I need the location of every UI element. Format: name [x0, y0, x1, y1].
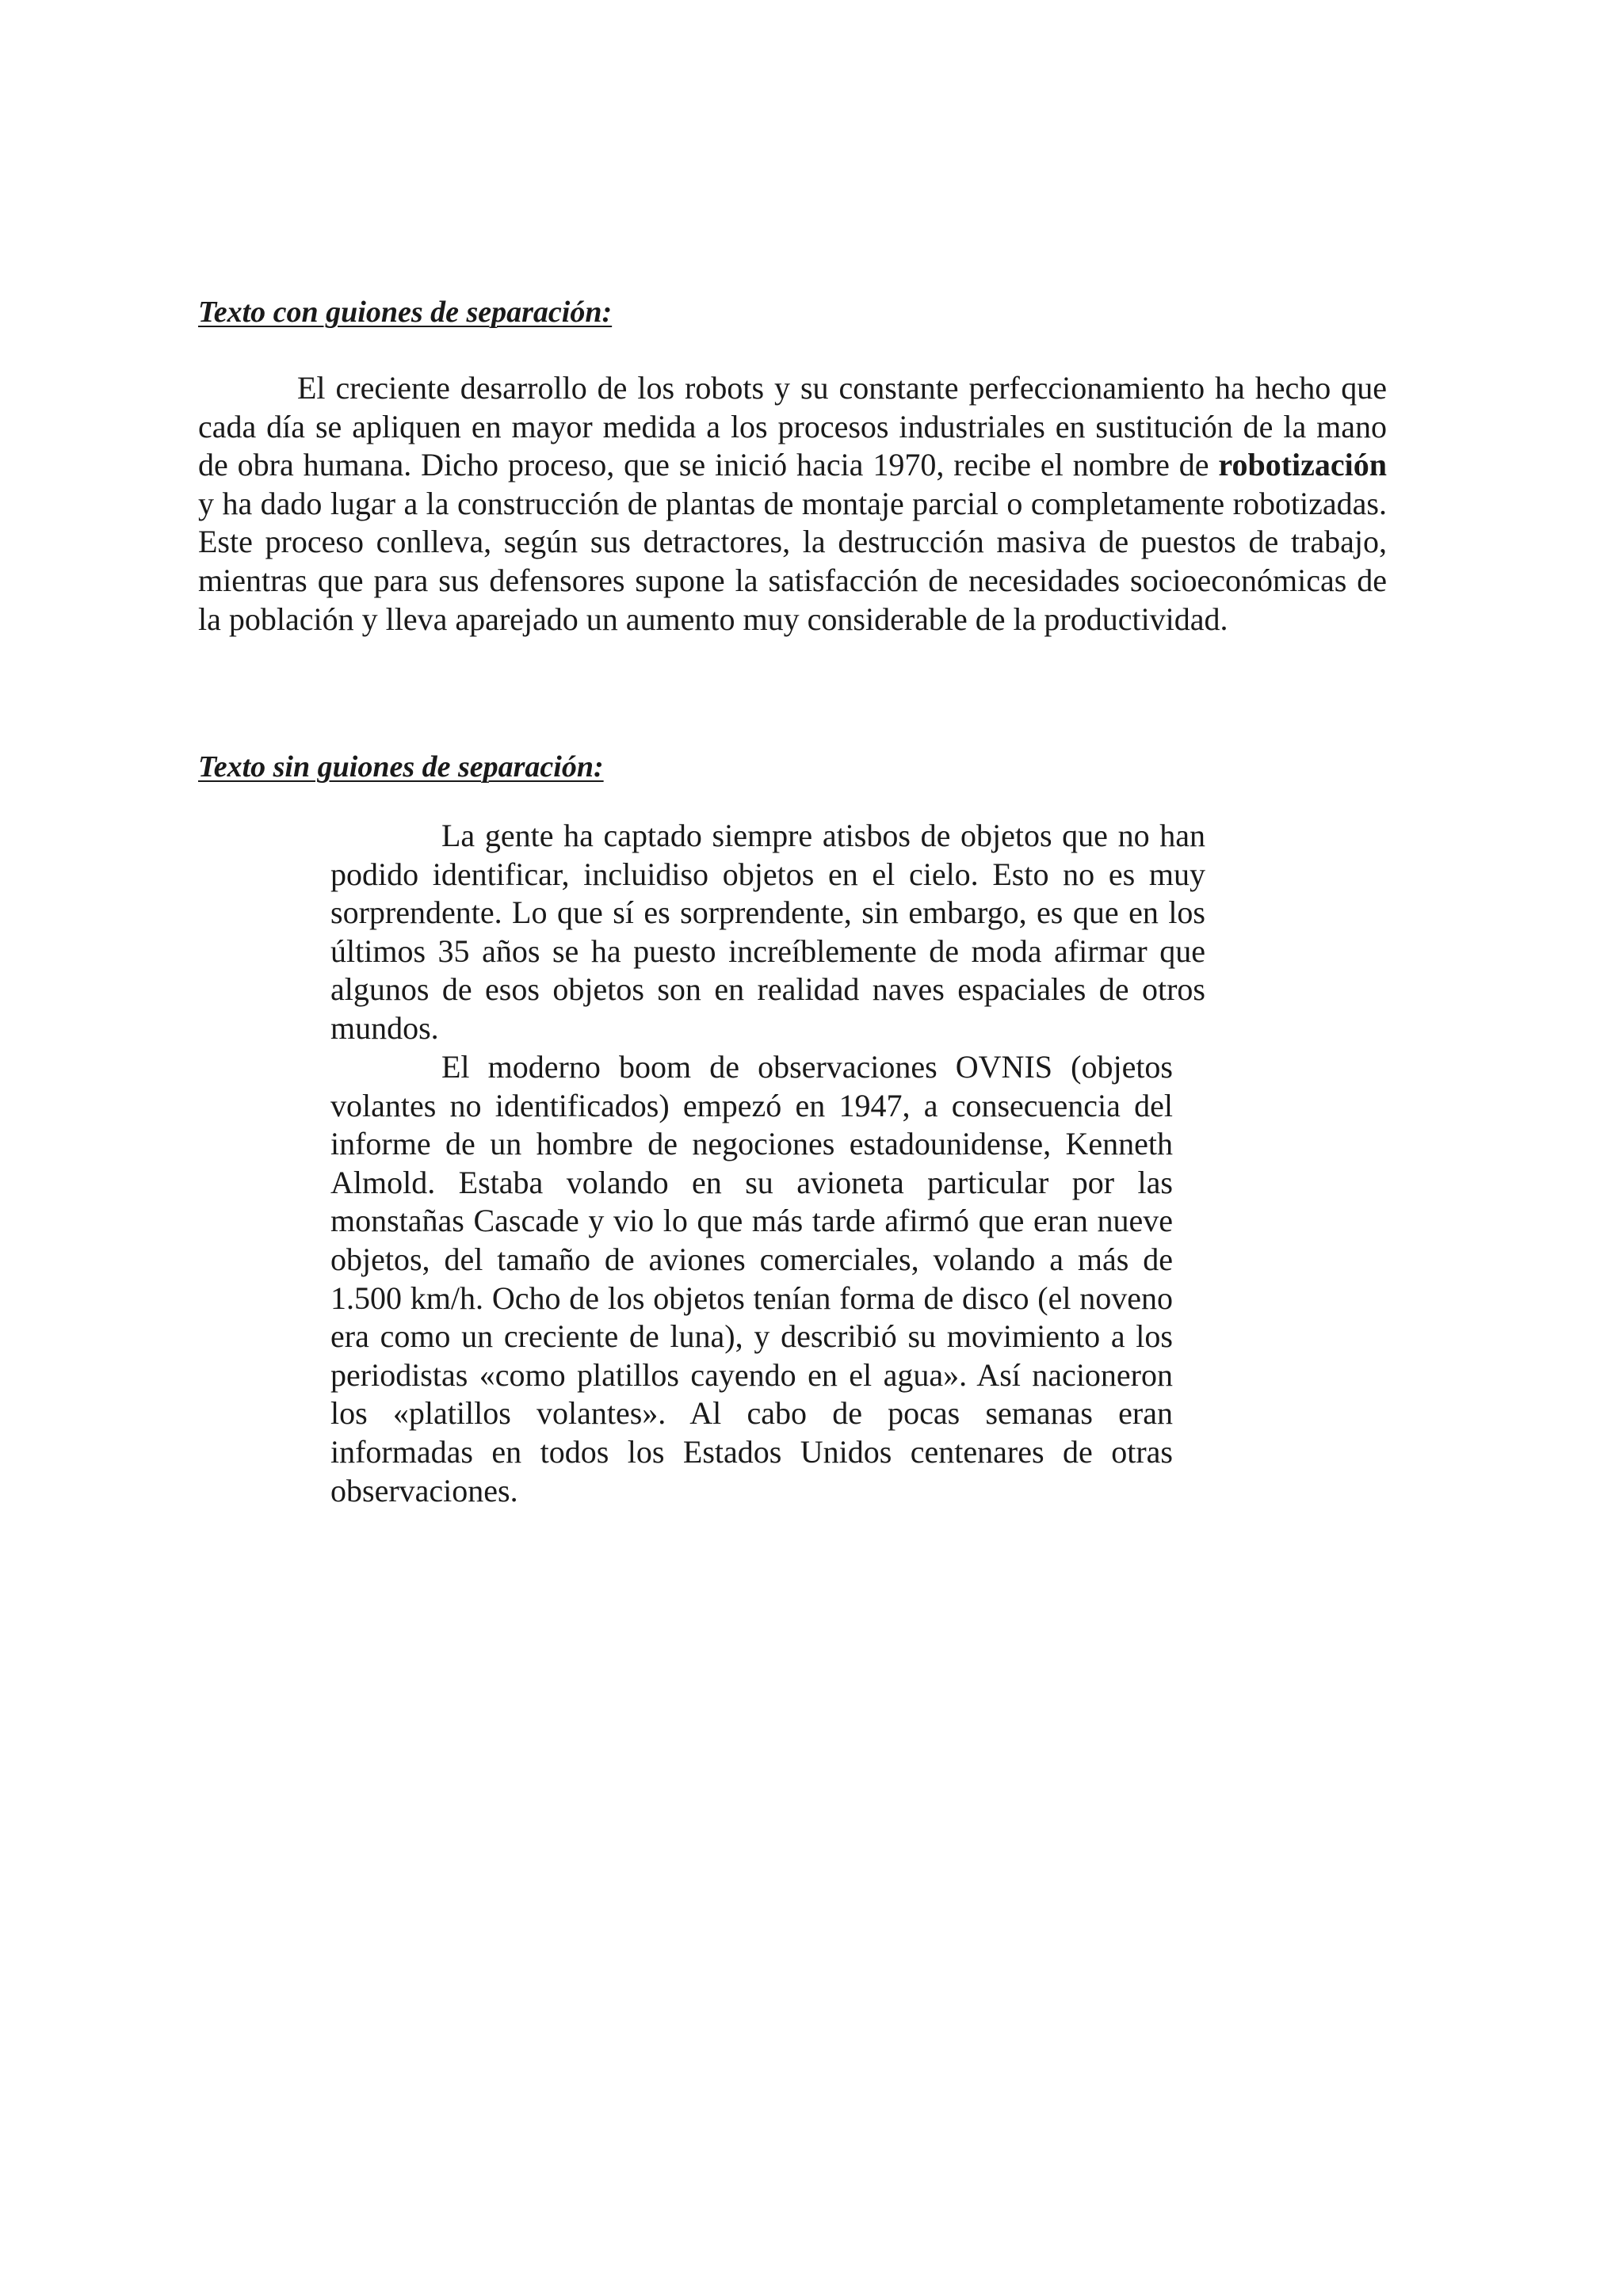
- paragraph-text-end: y ha dado lugar a la construcción de plantas de montaje parcial o completamente robotizadas. Este proceso conlleva, según sus detractores, la destrucción masiva de puestos de trabajo, mientras que para sus defensores supone la satisfacción de necesidades socioeconómicas de la población y lleva aparejado un aumento muy considerable de la productividad.: [198, 485, 1387, 637]
- paragraph-robotizacion: [198, 369, 1387, 639]
- paragraph-text-start: El creciente desarrollo de los robots y su constante perfeccionamiento ha hecho que cada día se apliquen en mayor medida a los procesos industriales en sustitución de la mano de obra humana. Dicho proceso, que se inició hacia 1970, recibe el nombre de: [198, 370, 1387, 483]
- paragraph-atisbos-objetos: La gente ha captado siempre atisbos de objetos que no han podido identificar, incluidiso objetos en el cielo. Esto no es muy sorprendente. Lo que sí es sorprendente, sin embargo, es que en los últimos 35 años se ha puesto increíblemente de moda afirmar que algunos de esos objetos son en realidad naves espaciales de otros mundos.: [330, 818, 1205, 1046]
- section-heading-con-guiones: Texto con guiones de separación:: [198, 296, 613, 329]
- paragraph-boom-ovnis: El moderno boom de observaciones OVNIS (objetos volantes no identificados) empezó en 1947, a consecuencia del informe de un hombre de negociones estadounidense, Kenneth Almold. Estaba volando en su avioneta particular por las monstañas Cascade y vio lo que más tarde afirmó que eran nueve objetos, del tamaño de aviones comerciales, volando a más de 1.500 km/h. Ocho de los objetos tenían forma de disco (el noveno era como un creciente de luna), y describió su movimiento a los periodistas «como platillos cayendo en el agua». Así nacioneron los «platillos volantes». Al cabo de pocas semanas eran informadas en todos los Estados Unidos centenares de otras observaciones.: [330, 1049, 1173, 1508]
- section-heading-sin-guiones: Texto sin guiones de separación:: [198, 750, 604, 784]
- bold-term-robotizacion: robotización: [1218, 447, 1387, 483]
